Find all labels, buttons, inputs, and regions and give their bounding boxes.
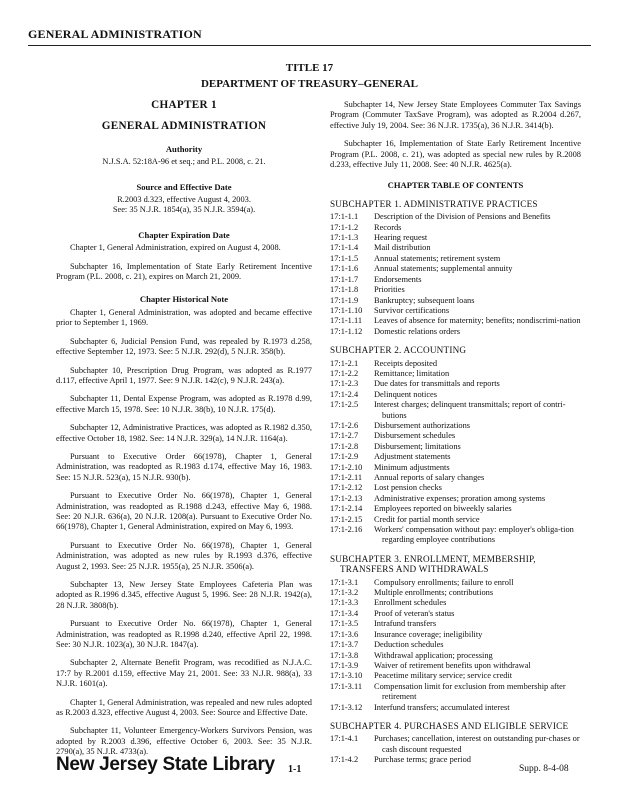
section-title: Multiple enrollments; contributions — [374, 588, 494, 598]
toc-entry — [330, 212, 581, 222]
toc-entry — [330, 390, 581, 400]
section-title: Compensation limit for exclusion from membership after retirement — [374, 681, 566, 702]
toc-entry — [330, 327, 581, 337]
section-number: 17:1-3.5 — [330, 619, 359, 629]
section-title: Deduction schedules — [374, 640, 444, 650]
note-paragraph: Subchapter 16, Implementation of State Early Retirement Incentive Program (P.L. 2008, c. 21), expires on March 21, 2009. — [56, 261, 312, 282]
section-title: Delinquent notices — [374, 389, 438, 399]
toc-entry — [330, 640, 581, 650]
toc-entry — [330, 483, 581, 493]
section-number: 17:1-3.9 — [330, 660, 359, 670]
toc-entry — [330, 734, 581, 755]
title-number: TITLE 17 — [285, 62, 334, 74]
authority-heading: Authority — [165, 143, 203, 154]
supplement-date: Supp. 8-4-08 — [519, 764, 569, 774]
history-heading: Chapter Historical Note — [139, 294, 229, 305]
section-title: Compulsory enrollments; failure to enroll — [374, 577, 514, 587]
source-text: R.2003 d.323, effective August 4, 2003. See: 35 N.J.R. 1854(a), 35 N.J.R. 3594(a). — [112, 195, 256, 215]
note-paragraph: Chapter 1, General Administration, was repealed and new rules adopted as R.2003 d.323, effective August 4, 2003. See: Source and Effective Date. — [56, 697, 312, 718]
note-paragraph: Subchapter 2, Alternate Benefit Program, was recodified as N.J.A.C. 17:7 by R.2001 d.159, effective May 21, 2001. See: 33 N.J.R. 988(a), 33 N.J.R. 1601(a). — [56, 658, 312, 689]
section-title: Purchase terms; grace period — [374, 755, 471, 765]
chapter-number: CHAPTER 1 — [151, 99, 217, 111]
toc-entry — [330, 400, 581, 421]
toc-title: CHAPTER TABLE OF CONTENTS — [387, 180, 524, 191]
expiration-list — [56, 243, 312, 282]
toc-entry — [330, 359, 581, 369]
section-title: Receipts deposited — [374, 358, 438, 368]
history-continued — [330, 100, 581, 170]
section-title: Administrative expenses; proration among systems — [374, 493, 546, 503]
section-title: Proof of veteran's status — [374, 608, 455, 618]
toc-entry — [330, 421, 581, 431]
toc-entry — [330, 463, 581, 473]
section-title: Enrollment schedules — [374, 598, 447, 608]
toc-entry — [330, 285, 581, 295]
section-number: 17:1-2.13 — [330, 493, 363, 503]
expiration-heading: Chapter Expiration Date — [138, 229, 230, 240]
toc-entry — [330, 525, 581, 546]
right-column — [330, 100, 581, 766]
section-number: 17:1-3.12 — [330, 702, 363, 712]
section-title: Interfund transfers; accumulated interest — [374, 702, 510, 712]
section-number: 17:1-3.6 — [330, 629, 359, 639]
section-number: 17:1-3.10 — [330, 671, 363, 681]
section-number: 17:1-2.4 — [330, 389, 359, 399]
section-number: 17:1-3.3 — [330, 598, 359, 608]
note-paragraph: Subchapter 16, Implementation of State Early Retirement Incentive Program (P.L. 2008, c. 21), was adopted as special new rules by R.2008 d.233, effective July 11, 2008. See: 40 N.J.R. 4625(a). — [330, 139, 581, 170]
toc-entry — [330, 609, 581, 619]
section-number: 17:1-1.8 — [330, 285, 359, 295]
section-title: Mail distribution — [374, 243, 431, 253]
department-title: DEPARTMENT OF TREASURY–GENERAL — [200, 78, 418, 90]
toc-entry — [330, 369, 581, 379]
note-paragraph: Subchapter 11, Volunteer Emergency-Workers Survivors Pension, was adopted by R.2003 d.396, effective October 6, 2003. See: 35 N.J.R. 2790(a), 35 N.J.R. 4733(a). — [56, 726, 312, 757]
section-title: Annual statements; supplemental annuity — [374, 264, 513, 274]
section-number: 17:1-1.6 — [330, 264, 359, 274]
running-head: GENERAL ADMINISTRATION — [28, 27, 202, 41]
section-title: Disbursement authorizations — [374, 420, 471, 430]
subchapter-heading: SUBCHAPTER 3. ENROLLMENT, MEMBERSHIP, TRANSFERS AND WITHDRAWALS — [330, 553, 536, 575]
toc-entry — [330, 504, 581, 514]
toc-entry — [330, 223, 581, 233]
page-number: 1-1 — [288, 764, 302, 775]
section-title: Survivor certifications — [374, 305, 450, 315]
section-title: Adjustment statements — [374, 452, 451, 462]
toc-entry — [330, 515, 581, 525]
section-number: 17:1-1.10 — [330, 305, 363, 315]
toc-entry — [330, 296, 581, 306]
section-number: 17:1-2.14 — [330, 504, 363, 514]
section-title: Interest charges; delinquent transmittals; report of contri-butions — [374, 400, 566, 420]
subchapter-heading: SUBCHAPTER 4. PURCHASES AND ELIGIBLE SERVICE — [330, 720, 569, 731]
note-paragraph: Chapter 1, General Administration, was adopted and became effective prior to September 1, 1969. — [56, 307, 312, 328]
section-number: 17:1-2.7 — [330, 431, 359, 441]
section-number: 17:1-2.12 — [330, 483, 363, 493]
section-number: 17:1-2.9 — [330, 452, 359, 462]
table-of-contents — [330, 199, 581, 766]
section-title: Disbursement; limitations — [374, 441, 461, 451]
section-title: Bankruptcy; subsequent loans — [374, 295, 475, 305]
note-paragraph: Subchapter 6, Judicial Pension Fund, was repealed by R.1973 d.258, effective September 12, 1973. See: 5 N.J.R. 292(d), 5 N.J.R. 358(b). — [56, 336, 312, 357]
section-number: 17:1-2.16 — [330, 525, 363, 535]
toc-entry — [330, 254, 581, 264]
toc-entry — [330, 651, 581, 661]
toc-entry — [330, 671, 581, 681]
note-paragraph: Subchapter 12, Administrative Practices, was adopted as R.1982 d.350, effective October 18, 1982. See: 14 N.J.R. 329(a), 14 N.J.R. 1164(a). — [56, 423, 312, 443]
section-title: Workers' compensation without pay: employer's obliga-tion regarding employee contributions — [374, 525, 574, 545]
toc-entry — [330, 473, 581, 483]
toc-entry — [330, 703, 581, 713]
toc-entry — [330, 588, 581, 598]
section-title: Annual statements; retirement system — [374, 253, 501, 263]
section-number: 17:1-2.2 — [330, 368, 359, 378]
toc-entry — [330, 619, 581, 629]
section-number: 17:1-1.5 — [330, 253, 359, 263]
section-title: Remittance; limitation — [374, 368, 450, 378]
section-number: 17:1-4.2 — [330, 755, 359, 765]
note-paragraph: Subchapter 11, Dental Expense Program, was adopted as R.1978 d.99, effective March 15, 1978. See: 10 N.J.R. 38(b), 10 N.J.R. 175(d). — [56, 394, 312, 414]
section-number: 17:1-1.7 — [330, 274, 359, 284]
section-title: Withdrawal application; processing — [374, 650, 493, 660]
section-number: 17:1-3.2 — [330, 588, 359, 598]
section-title: Peacetime military service; service credit — [374, 671, 513, 681]
section-number: 17:1-2.5 — [330, 400, 359, 410]
toc-entry — [330, 316, 581, 326]
section-number: 17:1-4.1 — [330, 734, 359, 744]
note-paragraph: Subchapter 14, New Jersey State Employees Commuter Tax Savings Program (Commuter TaxSave Program), was adopted as R.2004 d.267, effective July 19, 2004. See: 36 N.J.R. 1735(a), 36 N.J.R. 3414(b). — [330, 100, 581, 130]
section-title: Description of the Division of Pensions and Benefits — [374, 212, 551, 222]
chapter-name: GENERAL ADMINISTRATION — [101, 120, 267, 133]
note-paragraph: Pursuant to Executive Order No. 66(1978), Chapter 1, General Administration, was readopted as R.1998 d.240, effective April 22, 1998. See: 30 N.J.R. 1023(a), 30 N.J.R. 1847(a). — [56, 619, 312, 650]
toc-entry — [330, 442, 581, 452]
section-number: 17:1-1.11 — [330, 316, 363, 326]
toc-entry — [330, 682, 581, 703]
section-number: 17:1-2.15 — [330, 514, 363, 524]
note-paragraph: Chapter 1, General Administration, expired on August 4, 2008. — [70, 243, 281, 253]
section-number: 17:1-1.1 — [330, 212, 359, 222]
toc-entry — [330, 306, 581, 316]
section-number: 17:1-3.1 — [330, 577, 359, 587]
section-title: Priorities — [374, 285, 405, 295]
left-column — [56, 100, 312, 766]
header-rule — [28, 45, 591, 46]
section-title: Due dates for transmittals and reports — [374, 379, 500, 389]
section-title: Endorsements — [374, 274, 422, 284]
section-number: 17:1-3.8 — [330, 650, 359, 660]
section-number: 17:1-2.1 — [330, 358, 359, 368]
section-title: Annual reports of salary changes — [374, 473, 485, 482]
section-title: Employees reported on biweekly salaries — [374, 504, 512, 514]
library-logo-text: New Jersey State Library — [56, 754, 275, 775]
authority-text: N.J.S.A. 52:18A-96 et seq.; and P.L. 2008, c. 21. — [102, 157, 266, 167]
toc-entry — [330, 233, 581, 243]
section-title: Insurance coverage; ineligibility — [374, 629, 483, 639]
section-title: Records — [374, 222, 402, 232]
note-paragraph: Subchapter 10, Prescription Drug Program, was adopted as R.1977 d.117, effective April 1, 1977. See: 9 N.J.R. 142(c), 9 N.J.R. 243(a). — [56, 365, 312, 385]
section-title: Domestic relations orders — [374, 326, 461, 336]
section-title: Purchases; cancellation, interest on outstanding pur-chases or cash discount requested — [374, 734, 580, 754]
section-number: 17:1-3.4 — [330, 608, 359, 618]
toc-entry — [330, 630, 581, 640]
section-number: 17:1-1.9 — [330, 295, 359, 305]
section-title: Hearing request — [374, 233, 428, 243]
section-title: Leaves of absence for maternity; benefits; nondiscrimi-nation — [374, 316, 581, 326]
section-number: 17:1-2.8 — [330, 441, 359, 451]
subchapter-heading: SUBCHAPTER 2. ACCOUNTING — [330, 345, 467, 356]
toc-entry — [330, 264, 581, 274]
section-title: Minimum adjustments — [374, 462, 450, 472]
note-paragraph: Pursuant to Executive Order No. 66(1978), Chapter 1, General Administration, was adopted as new rules by R.1993 d.376, effective August 2, 1993. See: 25 N.J.R. 1955(a), 25 N.J.R. 3506(a). — [56, 540, 312, 571]
note-paragraph: Subchapter 13, New Jersey State Employees Cafeteria Plan was adopted as R.1996 d.345, effective August 5, 1996. See: 28 N.J.R. 1942(a), 28 N.J.R. 3808(b). — [56, 580, 312, 610]
note-paragraph: Pursuant to Executive Order No. 66(1978), Chapter 1, General Administration, was readopted as R.1988 d.243, effective May 6, 1988. See: 20 N.J.R. 636(a), 20 N.J.R. 1208(a). Pursuant to Executive Order No. 66(1978), Chapter 1, General Administration, expired on May 6, 1993. — [56, 491, 312, 532]
section-number: 17:1-1.4 — [330, 243, 359, 253]
toc-entry — [330, 431, 581, 441]
toc-entry — [330, 494, 581, 504]
subchapter-heading: SUBCHAPTER 1. ADMINISTRATIVE PRACTICES — [330, 198, 538, 209]
section-number: 17:1-2.6 — [330, 420, 359, 430]
section-number: 17:1-3.7 — [330, 640, 359, 650]
section-number: 17:1-3.11 — [330, 681, 363, 691]
section-title: Credit for partial month service — [374, 514, 480, 524]
section-title: Lost pension checks — [374, 483, 442, 493]
section-number: 17:1-2.3 — [330, 379, 359, 389]
toc-entry — [330, 243, 581, 253]
toc-entry — [330, 661, 581, 671]
section-title: Disbursement schedules — [374, 431, 456, 441]
toc-entry — [330, 452, 581, 462]
history-list — [56, 308, 312, 758]
section-number: 17:1-2.10 — [330, 462, 363, 472]
section-number: 17:1-1.12 — [330, 326, 363, 336]
section-number: 17:1-1.3 — [330, 233, 359, 243]
section-number: 17:1-1.2 — [330, 222, 359, 232]
toc-entry — [330, 578, 581, 588]
source-heading: Source and Effective Date — [136, 181, 232, 192]
toc-entry — [330, 379, 581, 389]
section-title: Intrafund transfers — [374, 619, 437, 629]
toc-entry — [330, 275, 581, 285]
toc-entry — [330, 598, 581, 608]
section-number: 17:1-2.11 — [330, 473, 363, 482]
note-paragraph: Pursuant to Executive Order 66(1978), Chapter 1, General Administration, was readopted as R.1983 d.174, effective May 16, 1983. See: 15 N.J.R. 523(a), 15 N.J.R. 930(b). — [56, 451, 312, 482]
section-title: Waiver of retirement benefits upon withdrawal — [374, 660, 531, 670]
